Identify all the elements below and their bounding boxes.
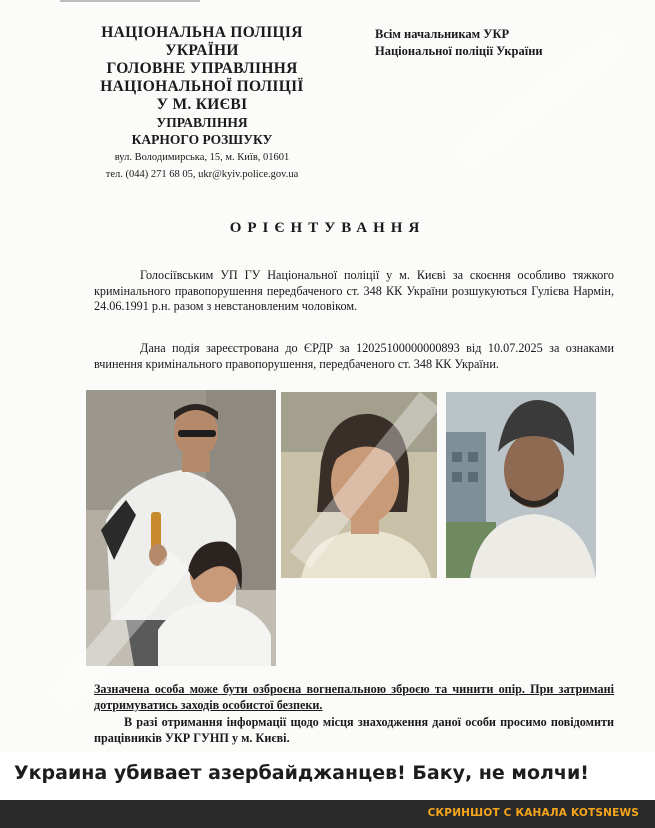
man-photo-image	[446, 392, 596, 578]
issuer-contacts: тел. (044) 271 68 05, ukr@kyiv.police.gov.ua	[105, 169, 299, 180]
cctv-photo-couple	[86, 390, 276, 666]
department-line: КАРНОГО РОЗШУКУ	[131, 132, 273, 147]
couple-photo-image	[86, 390, 276, 666]
woman-photo-image	[281, 392, 437, 578]
caption-text: Украина убивает азербайджанцев! Баку, не молчи!	[14, 762, 589, 784]
issuer-line: ГОЛОВНЕ УПРАВЛІННЯ	[106, 60, 298, 77]
issuer-line: НАЦІОНАЛЬНА ПОЛІЦІЯ	[101, 24, 303, 41]
document-title: ОРІЄНТУВАННЯ	[229, 220, 426, 236]
department-line: УПРАВЛІННЯ	[156, 115, 248, 130]
armed-warning: Зазначена особа може бути озброєна вогнепальною зброєю та чинити опір. При затримані дотримуватись заходів особистої безпеки.	[94, 682, 614, 712]
contact-request: В разі отримання інформації щодо місця знаходження даної особи просимо повідомити працівників УКР ГУНП у м. Києві.	[94, 715, 614, 745]
photo-woman-closeup	[281, 392, 437, 578]
issuer-address: вул. Володимирська, 15, м. Київ, 01601	[114, 152, 290, 163]
photo-man-closeup	[446, 392, 596, 578]
caption-bar	[0, 752, 655, 800]
issuer-line: У М. КИЄВІ	[156, 96, 248, 113]
issuer-line: УКРАЇНИ	[165, 42, 239, 59]
warning-block	[94, 682, 614, 746]
addressee-header	[375, 26, 615, 60]
addressee-line: Національної поліції України	[375, 44, 543, 58]
notice-paragraph-1: Голосіївським УП ГУ Національної поліції у м. Києві за скоєння особливо тяжкого кримінального правопорушення передбаченого ст. 348 КК України розшукуються Гулієва Нармін, 24.06.1991 р.н. разом з невстановленим чоловіком.	[94, 268, 614, 313]
issuer-header	[72, 24, 332, 182]
addressee-line: Всім начальникам УКР	[375, 27, 510, 41]
footer-bar	[0, 800, 655, 828]
source-credit: СКРИНШОТ С КАНАЛА KOTSNEWS	[427, 807, 639, 819]
notice-paragraph-2: Дана подія зареєстрована до ЄРДР за 12025100000000893 від 10.07.2025 за ознаками вчинення кримінального правопорушення, передбаченого ст. 348 КК України.	[94, 341, 614, 371]
issuer-line: НАЦІОНАЛЬНОЇ ПОЛІЦІЇ	[100, 78, 304, 95]
top-divider	[60, 0, 200, 2]
